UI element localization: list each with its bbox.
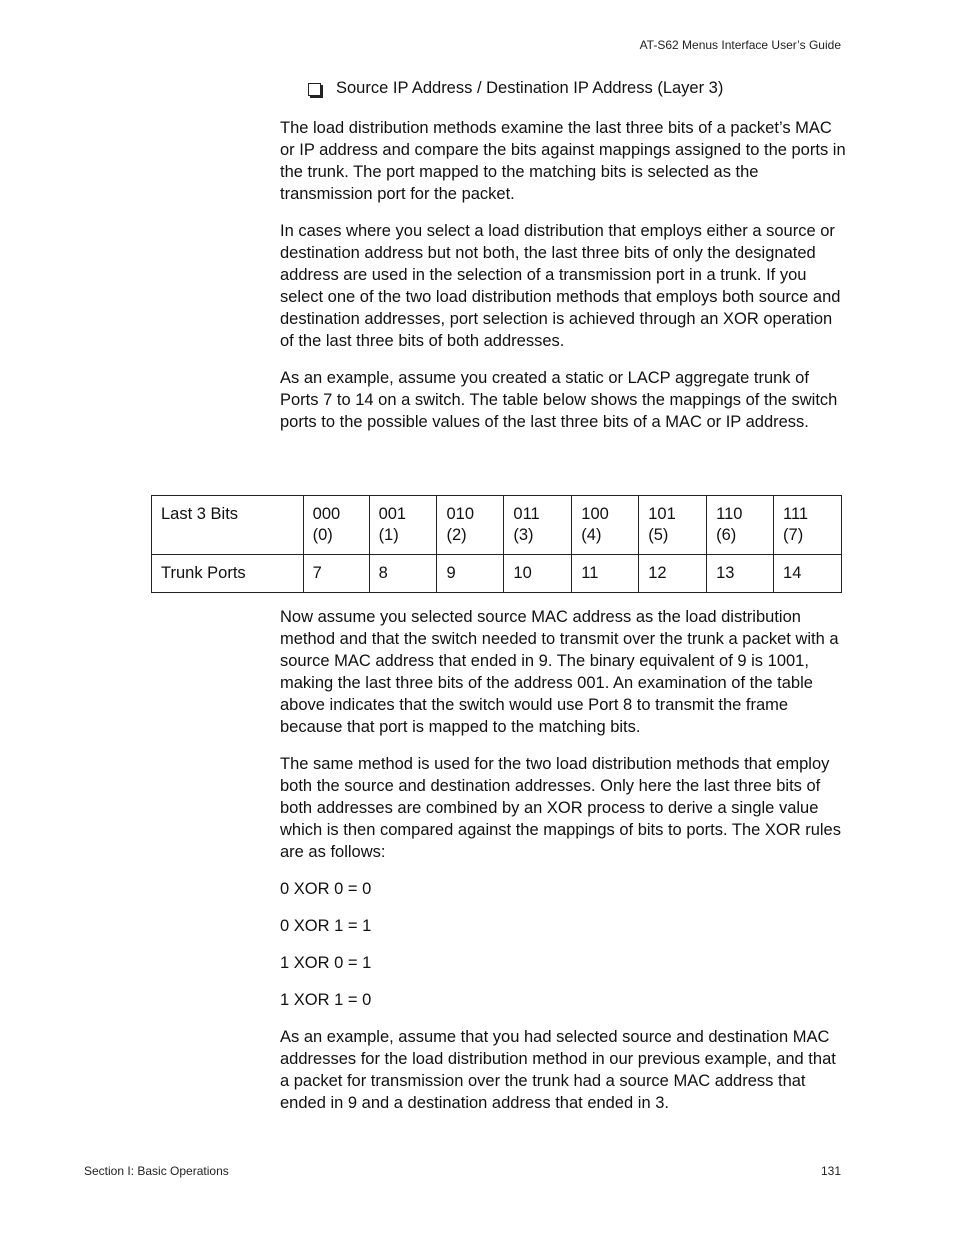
table-cell: 001 (1): [369, 496, 437, 555]
bits-to-ports-table: [151, 495, 842, 593]
table-cell: 111 (7): [774, 496, 842, 555]
running-header: AT-S62 Menus Interface User’s Guide: [639, 38, 841, 52]
table-cell: 7: [303, 555, 369, 593]
footer-section: Section I: Basic Operations: [84, 1164, 229, 1178]
table-cell: 011 (3): [504, 496, 572, 555]
bullet-item: [308, 79, 723, 98]
row-label-last-3-bits: Last 3 Bits: [152, 496, 304, 555]
paragraph: The same method is used for the two load distribution methods that employ both the source and destination addresses. Only here the last three bits of both addresses are combined by an XOR process to derive a single value which is then compared against the mappings of bits to ports. The XOR rules are as follows:: [280, 755, 841, 861]
paragraph: Now assume you selected source MAC address as the load distribution method and that the switch needed to transmit over the trunk a packet with a source MAC address that ended in 9. The binary equivalent of 9 is 1001, making the last three bits of the address 001. An examination of the table above indicates that the switch would use Port 8 to transmit the frame because that port is mapped to the matching bits.: [280, 608, 839, 736]
table-row: [152, 555, 842, 593]
table-cell: 11: [572, 555, 639, 593]
table-cell: 13: [707, 555, 774, 593]
paragraph: As an example, assume you created a static or LACP aggregate trunk of Ports 7 to 14 on a switch. The table below shows the mappings of the switch ports to the possible values of the last three bits of a MAC or IP address.: [280, 369, 838, 431]
paragraph: The load distribution methods examine the last three bits of a packet’s MAC or IP address and compare the bits against mappings assigned to the ports in the trunk. The port mapped to the matching bits is selected as the transmission port for the packet.: [280, 119, 846, 203]
table-cell: 100 (4): [572, 496, 639, 555]
paragraph: In cases where you select a load distribution that employs either a source or destination address but not both, the last three bits of only the designated address are used in the selection of a transmission port in a trunk. If you select one of the two load distribution methods that employs both source and destination addresses, port selection is achieved through an XOR operation of the last three bits of both addresses.: [280, 222, 841, 350]
xor-rule: 0 XOR 0 = 0: [280, 880, 372, 898]
bullet-text: Source IP Address / Destination IP Address (Layer 3): [336, 79, 724, 97]
xor-rule: 0 XOR 1 = 1: [280, 917, 372, 935]
xor-rule: 1 XOR 1 = 0: [280, 991, 372, 1009]
table-cell: 000 (0): [303, 496, 369, 555]
paragraph: As an example, assume that you had selected source and destination MAC addresses for the load distribution method in our previous example, and that a packet for transmission over the trunk had a source MAC address that ended in 9 and a destination address that ended in 3.: [280, 1028, 836, 1112]
table-cell: 010 (2): [437, 496, 504, 555]
table-cell: 14: [774, 555, 842, 593]
checkbox-icon: [308, 83, 321, 96]
body-text-top: [280, 117, 846, 448]
table-cell: 8: [369, 555, 437, 593]
table-row: [152, 496, 842, 555]
xor-rule: 1 XOR 0 = 1: [280, 954, 372, 972]
row-label-trunk-ports: Trunk Ports: [152, 555, 304, 593]
table-cell: 12: [639, 555, 707, 593]
table-cell: 10: [504, 555, 572, 593]
page-number: 131: [820, 1164, 841, 1178]
body-text-bottom: [280, 606, 846, 1129]
table-cell: 101 (5): [639, 496, 707, 555]
table-cell: 9: [437, 555, 504, 593]
table-cell: 110 (6): [707, 496, 774, 555]
